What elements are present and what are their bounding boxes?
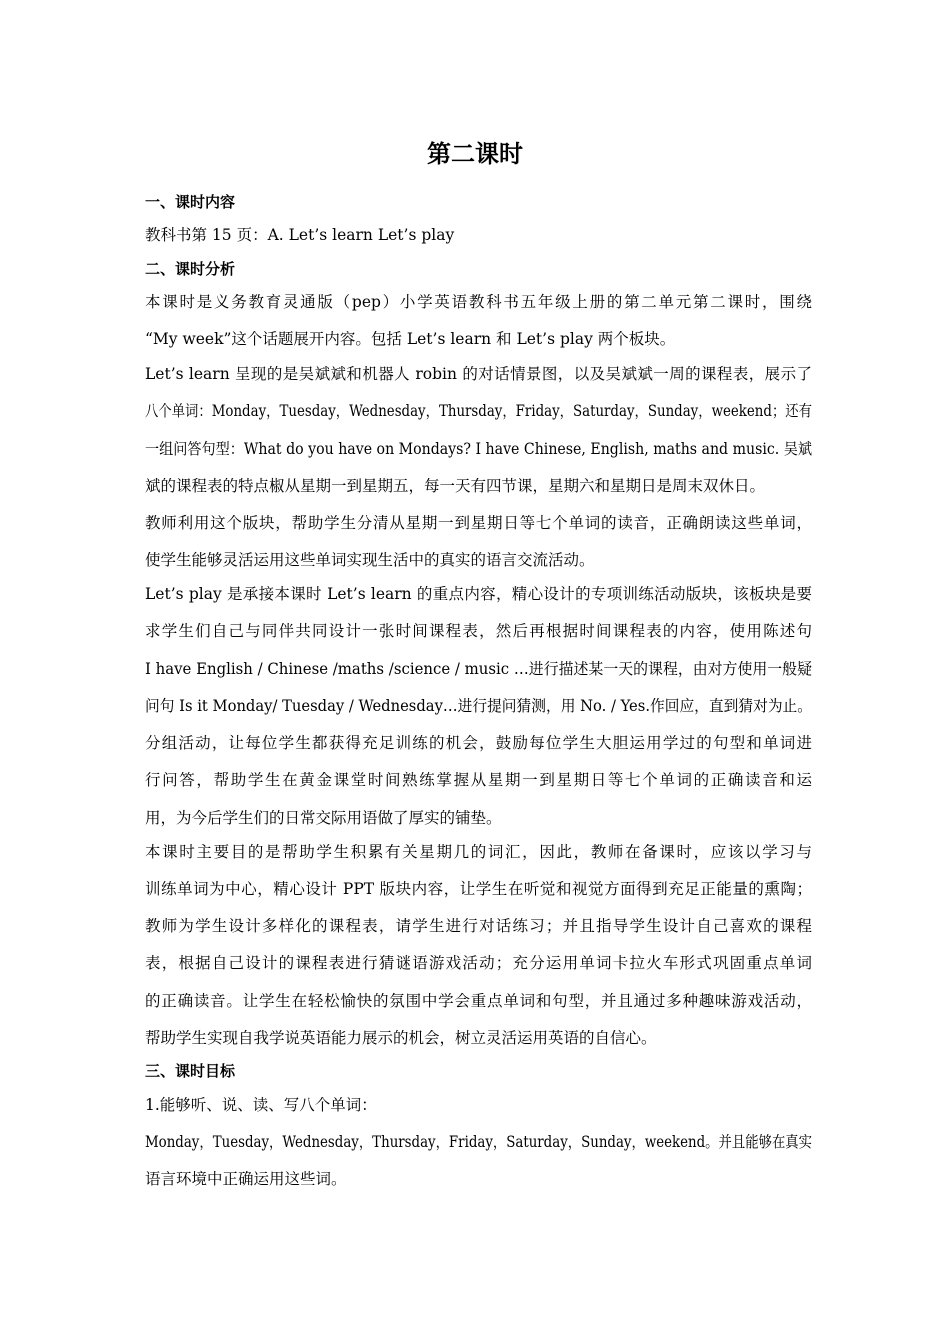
page-title: 第二课时 — [427, 140, 523, 168]
paragraph-line: “My week”这个话题展开内容。包括 Let’s learn 和 Let’s play 两个板块。 — [145, 330, 676, 348]
paragraph-line: I have English / Chinese /maths /science / music …进行描述某一天的课程，由对方使用一般疑 — [145, 660, 812, 678]
paragraph-line: 八个单词：Monday，Tuesday，Wednesday，Thursday，Friday，Saturday，Sunday，weekend；还有 — [145, 402, 812, 420]
paragraph-line: Monday，Tuesday，Wednesday，Thursday，Friday，Saturday，Sunday，weekend。并且能够在真实 — [145, 1133, 812, 1151]
paragraph-line: 本课时主要目的是帮助学生积累有关星期几的词汇，因此，教师在备课时，应该以学习与 — [145, 843, 812, 861]
paragraph-line: 分组活动，让每位学生都获得充足训练的机会，鼓励每位学生大胆运用学过的句型和单词进 — [145, 734, 812, 752]
paragraph-line: 训练单词为中心，精心设计 PPT 版块内容，让学生在听觉和视觉方面得到充足正能量的熏陶； — [145, 880, 812, 898]
paragraph-line: 教师为学生设计多样化的课程表，请学生进行对话练习；并且指导学生设计自己喜欢的课程 — [145, 917, 812, 935]
paragraph-line: 行问答，帮助学生在黄金课堂时间熟练掌握从星期一到星期日等七个单词的正确读音和运 — [145, 771, 812, 789]
paragraph-line: 帮助学生实现自我学说英语能力展示的机会，树立灵活运用英语的自信心。 — [145, 1029, 657, 1047]
section-heading-objectives: 三、课时目标 — [145, 1062, 236, 1080]
paragraph-line: 的正确读音。让学生在轻松愉快的氛围中学会重点单词和句型，并且通过多种趣味游戏活动， — [145, 992, 812, 1010]
paragraph-line: 教科书第 15 页：A. Let’s learn Let’s play — [145, 226, 455, 244]
paragraph-line: 问句 Is it Monday/ Tuesday / Wednesday…进行提问猜测，用 No. / Yes.作回应，直到猜对为止。 — [145, 697, 812, 715]
paragraph-line: Let’s learn 呈现的是吴斌斌和机器人 robin 的对话情景图，以及吴斌斌一周的课程表，展示了 — [145, 365, 812, 383]
paragraph-line: 使学生能够灵活运用这些单词实现生活中的真实的语言交流活动。 — [145, 551, 595, 569]
paragraph-line: 一组问答句型：What do you have on Mondays? I have Chinese, English, maths and music. 吴斌 — [145, 440, 812, 458]
paragraph-line: 语言环境中正确运用这些词。 — [145, 1170, 347, 1188]
paragraph-line: 斌的课程表的特点椒从星期一到星期五，每一天有四节课，星期六和星期日是周末双休日。 — [145, 477, 766, 495]
paragraph-line: 1.能够听、说、读、写八个单词： — [145, 1096, 377, 1114]
paragraph-line: 本课时是义务教育灵通版（pep）小学英语教科书五年级上册的第二单元第二课时，围绕 — [145, 293, 812, 311]
section-heading-content: 一、课时内容 — [145, 193, 236, 211]
paragraph-line: 求学生们自己与同伴共同设计一张时间课程表，然后再根据时间课程表的内容，使用陈述句 — [145, 622, 812, 640]
paragraph-line: 表，根据自己设计的课程表进行猜谜语游戏活动；充分运用单词卡拉火车形式巩固重点单词 — [145, 954, 812, 972]
paragraph-line: 教师利用这个版块，帮助学生分清从星期一到星期日等七个单词的读音，正确朗读这些单词， — [145, 514, 812, 532]
paragraph-line: Let’s play 是承接本课时 Let’s learn 的重点内容，精心设计的专项训练活动版块，该板块是要 — [145, 585, 812, 603]
paragraph-line: 用，为今后学生们的日常交际用语做了厚实的铺垫。 — [145, 809, 502, 827]
section-heading-analysis: 二、课时分析 — [145, 260, 236, 278]
